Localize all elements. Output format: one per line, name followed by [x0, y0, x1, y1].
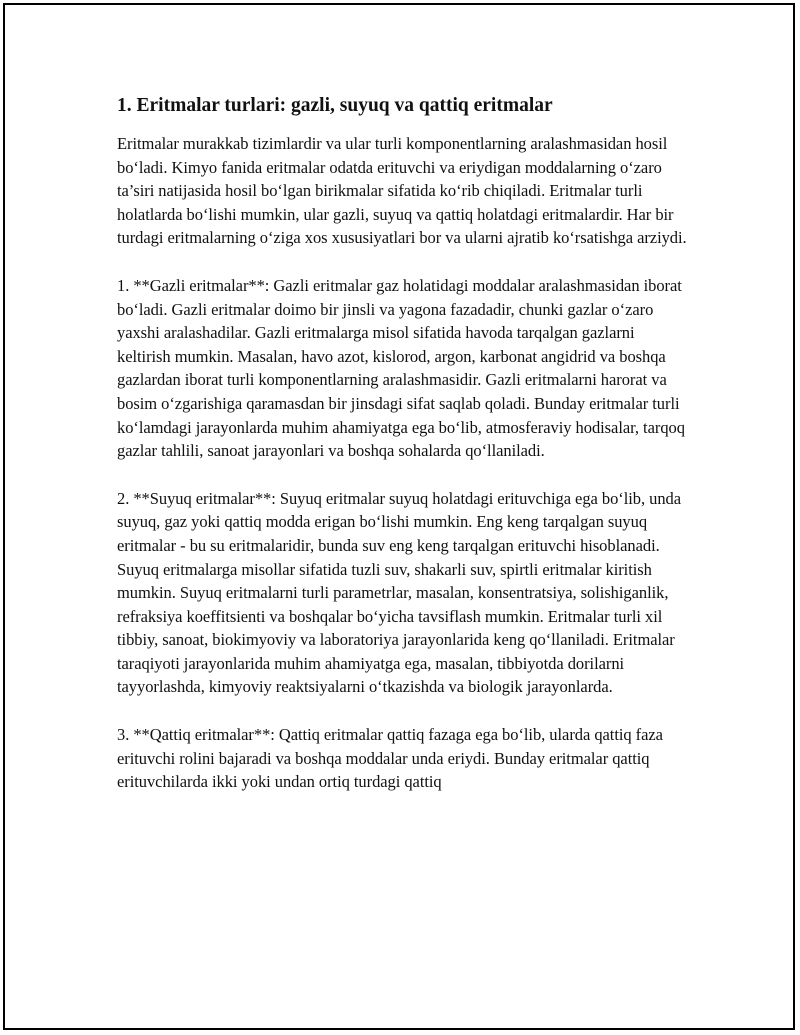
gaseous-solutions-paragraph: 1. **Gazli eritmalar**: Gazli eritmalar gaz holatidagi moddalar aralashmasidan iborat bo‘ladi. Gazli eritmalar doimo bir jinsli va yagona fazadadir, chunki gazlar o‘zaro yaxshi aralashadilar. Gazli eritmalarga misol sifatida havoda tarqalgan gazlarni keltirish mumkin. Masalan, havo azot, kislorod, argon, karbonat angidrid va boshqa gazlardan iborat turli komponentlarning aralashmasidir. Gazli eritmalarni harorat va bosim o‘zgarishiga qaramasdan bir jinsdagi sifat saqlab qoladi. Bunday eritmalar turli ko‘lamdagi jarayonlarda muhim ahamiyatga ega bo‘lib, atmosferaviy hodisalar, tarqoq gazlar tahlili, sanoat jarayonlari va boshqa sohalarda qo‘llaniladi. [117, 275, 685, 461]
document-body [117, 92, 687, 818]
liquid-solutions-paragraph: 2. **Suyuq eritmalar**: Suyuq eritmalar suyuq holatdagi erituvchiga ega bo‘lib, unda suyuq, gaz yoki qattiq modda erigan bo‘lishi mumkin. Eng keng tarqalgan suyuq eritmalar - bu su eritmalaridir, bunda suv eng keng tarqalgan erituvchi hisoblanadi. Suyuq eritmalarga misollar sifatida tuzli suv, shakarli suv, spirtli eritmalar kiritish mumkin. Suyuq eritmalarni turli parametrlar, masalan, konsentratsiya, solishiganlik, refraksiya koeffitsienti va boshqalar bo‘yicha tavsiflash mumkin. Eritmalar turli xil tibbiy, sanoat, biokimyoviy va laboratoriya jarayonlarida keng qo‘llaniladi. Eritmalar taraqiyoti jarayonlarida muhim ahamiyatga ega, masalan, tibbiyotda dorilarni tayyorlashda, kimyoviy reaktsiyalarni o‘tkazishda va biologik jarayonlarda. [117, 488, 682, 697]
solid-solutions-paragraph: 3. **Qattiq eritmalar**: Qattiq eritmalar qattiq fazaga ega bo‘lib, ularda qattiq faza erituvchi rolini bajaradi va boshqa moddalar unda eriydi. Bunday eritmalar qattiq erituvchilarda ikki yoki undan ortiq turdagi qattiq [117, 725, 663, 792]
document-title: 1. Eritmalar turlari: gazli, suyuq va qattiq eritmalar [117, 95, 553, 116]
intro-paragraph: Eritmalar murakkab tizimlardir va ular turli komponentlarning aralashmasidan hosil bo‘ladi. Kimyo fanida eritmalar odatda erituvchi va eriydigan moddalarning o‘zaro ta’siri natijasida hosil bo‘lgan birikmalar sifatida ko‘rib chiqiladi. Eritmalar turli holatlarda bo‘lishi mumkin, ular gazli, suyuq va qattiq holatdagi eritmalardir. Har bir turdagi eritmalarning o‘ziga xos xususiyatlari bor va ularni ajratib ko‘rsatishga arziydi. [117, 134, 687, 248]
